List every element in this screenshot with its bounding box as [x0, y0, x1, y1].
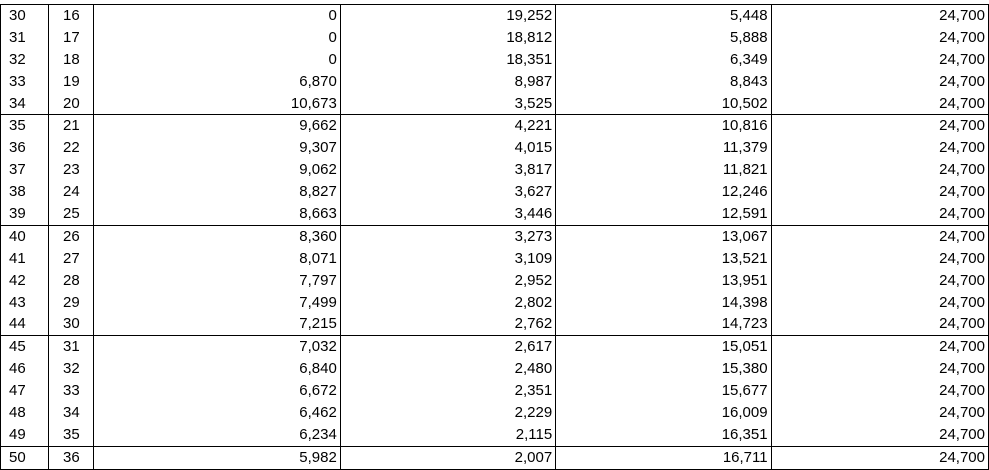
index-cell[interactable]: 20: [48, 93, 94, 115]
value-cell-col2[interactable]: 2,762: [340, 313, 555, 335]
value-cell-col1[interactable]: 5,982: [94, 446, 341, 469]
value-cell-col3[interactable]: 15,051: [556, 336, 771, 358]
value-cell-col4[interactable]: 24,700: [771, 313, 988, 335]
value-cell-col3[interactable]: 13,521: [556, 248, 771, 270]
value-cell-col3[interactable]: 13,067: [556, 225, 771, 247]
index-cell[interactable]: 26: [48, 225, 94, 247]
table-row: [1, 71, 989, 93]
value-cell-col2[interactable]: 2,617: [340, 336, 555, 358]
value-cell-col1[interactable]: 9,062: [94, 159, 341, 181]
row-number-cell[interactable]: 30: [1, 5, 49, 27]
value-cell-col1[interactable]: 8,663: [94, 203, 341, 225]
table-row: [1, 181, 989, 203]
value-cell-col2[interactable]: 2,351: [340, 380, 555, 402]
table-row: [1, 270, 989, 292]
table-row: [1, 248, 989, 270]
row-number-cell[interactable]: 40: [1, 225, 49, 247]
value-cell-col4[interactable]: 24,700: [771, 137, 988, 159]
row-number-cell[interactable]: 37: [1, 159, 49, 181]
index-cell[interactable]: 35: [48, 424, 94, 446]
value-cell-col2[interactable]: 2,952: [340, 270, 555, 292]
value-cell-col4[interactable]: 24,700: [771, 181, 988, 203]
table-body: [1, 5, 989, 470]
row-number-cell[interactable]: 44: [1, 313, 49, 335]
value-cell-col2[interactable]: 8,987: [340, 71, 555, 93]
table-row: [1, 336, 989, 358]
table-row: [1, 5, 989, 27]
index-cell[interactable]: 27: [48, 248, 94, 270]
value-cell-col2[interactable]: 3,446: [340, 203, 555, 225]
row-number-cell[interactable]: 42: [1, 270, 49, 292]
table-row: [1, 358, 989, 380]
index-cell[interactable]: 30: [48, 313, 94, 335]
row-number-cell[interactable]: 41: [1, 248, 49, 270]
value-cell-col2[interactable]: 2,115: [340, 424, 555, 446]
value-cell-col3[interactable]: 16,351: [556, 424, 771, 446]
value-cell-col1[interactable]: 6,840: [94, 358, 341, 380]
value-cell-col3[interactable]: 12,591: [556, 203, 771, 225]
value-cell-col2[interactable]: 18,351: [340, 49, 555, 71]
value-cell-col4[interactable]: 24,700: [771, 446, 988, 469]
row-number-cell[interactable]: 45: [1, 336, 49, 358]
value-cell-col3[interactable]: 16,009: [556, 402, 771, 424]
table-row: [1, 137, 989, 159]
value-cell-col3[interactable]: 15,677: [556, 380, 771, 402]
value-cell-col2[interactable]: 2,007: [340, 446, 555, 469]
value-cell-col2[interactable]: 18,812: [340, 27, 555, 49]
value-cell-col2[interactable]: 3,817: [340, 159, 555, 181]
value-cell-col3[interactable]: 8,843: [556, 71, 771, 93]
index-cell[interactable]: 36: [48, 446, 94, 469]
value-cell-col4[interactable]: 24,700: [771, 292, 988, 314]
table-row: [1, 27, 989, 49]
table-row: [1, 402, 989, 424]
value-cell-col4[interactable]: 24,700: [771, 270, 988, 292]
index-cell[interactable]: 33: [48, 380, 94, 402]
row-number-cell[interactable]: 43: [1, 292, 49, 314]
value-cell-col1[interactable]: 6,462: [94, 402, 341, 424]
value-cell-col3[interactable]: 10,502: [556, 93, 771, 115]
value-cell-col2[interactable]: 4,015: [340, 137, 555, 159]
index-cell[interactable]: 23: [48, 159, 94, 181]
value-cell-col2[interactable]: 2,802: [340, 292, 555, 314]
value-cell-col3[interactable]: 14,398: [556, 292, 771, 314]
data-table: [0, 4, 989, 470]
value-cell-col1[interactable]: 7,499: [94, 292, 341, 314]
value-cell-col3[interactable]: 15,380: [556, 358, 771, 380]
value-cell-col4[interactable]: 24,700: [771, 71, 988, 93]
table-row: [1, 313, 989, 335]
index-cell[interactable]: 29: [48, 292, 94, 314]
row-number-cell[interactable]: 50: [1, 446, 49, 469]
value-cell-col4[interactable]: 24,700: [771, 336, 988, 358]
value-cell-col4[interactable]: 24,700: [771, 402, 988, 424]
table-row: [1, 93, 989, 115]
index-cell[interactable]: 24: [48, 181, 94, 203]
index-cell[interactable]: 17: [48, 27, 94, 49]
value-cell-col1[interactable]: 0: [94, 49, 341, 71]
index-cell[interactable]: 25: [48, 203, 94, 225]
value-cell-col1[interactable]: 8,827: [94, 181, 341, 203]
value-cell-col1[interactable]: 9,662: [94, 115, 341, 137]
value-cell-col2[interactable]: 19,252: [340, 5, 555, 27]
value-cell-col4[interactable]: 24,700: [771, 225, 988, 247]
value-cell-col2[interactable]: 3,627: [340, 181, 555, 203]
value-cell-col3[interactable]: 10,816: [556, 115, 771, 137]
index-cell[interactable]: 34: [48, 402, 94, 424]
index-cell[interactable]: 32: [48, 358, 94, 380]
index-cell[interactable]: 28: [48, 270, 94, 292]
value-cell-col3[interactable]: 14,723: [556, 313, 771, 335]
value-cell-col1[interactable]: 7,797: [94, 270, 341, 292]
value-cell-col4[interactable]: 24,700: [771, 358, 988, 380]
row-number-cell[interactable]: 35: [1, 115, 49, 137]
value-cell-col1[interactable]: 10,673: [94, 93, 341, 115]
value-cell-col4[interactable]: 24,700: [771, 203, 988, 225]
value-cell-col1[interactable]: 8,360: [94, 225, 341, 247]
value-cell-col4[interactable]: 24,700: [771, 248, 988, 270]
value-cell-col4[interactable]: 24,700: [771, 5, 988, 27]
value-cell-col1[interactable]: 6,672: [94, 380, 341, 402]
index-cell[interactable]: 19: [48, 71, 94, 93]
table-row: [1, 115, 989, 137]
row-number-cell[interactable]: 31: [1, 27, 49, 49]
value-cell-col2[interactable]: 4,221: [340, 115, 555, 137]
table-row: [1, 225, 989, 247]
value-cell-col3[interactable]: 12,246: [556, 181, 771, 203]
table-row: [1, 292, 989, 314]
value-cell-col1[interactable]: 6,870: [94, 71, 341, 93]
row-number-cell[interactable]: 49: [1, 424, 49, 446]
value-cell-col3[interactable]: 5,888: [556, 27, 771, 49]
value-cell-col4[interactable]: 24,700: [771, 380, 988, 402]
row-number-cell[interactable]: 47: [1, 380, 49, 402]
value-cell-col3[interactable]: 16,711: [556, 446, 771, 469]
value-cell-col1[interactable]: 0: [94, 5, 341, 27]
table-row: [1, 49, 989, 71]
value-cell-col3[interactable]: 13,951: [556, 270, 771, 292]
row-number-cell[interactable]: 39: [1, 203, 49, 225]
value-cell-col4[interactable]: 24,700: [771, 49, 988, 71]
value-cell-col2[interactable]: 3,525: [340, 93, 555, 115]
index-cell[interactable]: 22: [48, 137, 94, 159]
row-number-cell[interactable]: 33: [1, 71, 49, 93]
value-cell-col1[interactable]: 0: [94, 27, 341, 49]
value-cell-col4[interactable]: 24,700: [771, 115, 988, 137]
value-cell-col3[interactable]: 6,349: [556, 49, 771, 71]
value-cell-col2[interactable]: 2,229: [340, 402, 555, 424]
index-cell[interactable]: 16: [48, 5, 94, 27]
row-number-cell[interactable]: 36: [1, 137, 49, 159]
value-cell-col2[interactable]: 3,273: [340, 225, 555, 247]
value-cell-col1[interactable]: 6,234: [94, 424, 341, 446]
value-cell-col4[interactable]: 24,700: [771, 27, 988, 49]
value-cell-col1[interactable]: 8,071: [94, 248, 341, 270]
row-number-cell[interactable]: 46: [1, 358, 49, 380]
table-row: [1, 380, 989, 402]
row-number-cell[interactable]: 34: [1, 93, 49, 115]
value-cell-col1[interactable]: 7,215: [94, 313, 341, 335]
index-cell[interactable]: 21: [48, 115, 94, 137]
value-cell-col2[interactable]: 2,480: [340, 358, 555, 380]
index-cell[interactable]: 31: [48, 336, 94, 358]
table-row: [1, 159, 989, 181]
value-cell-col4[interactable]: 24,700: [771, 159, 988, 181]
value-cell-col2[interactable]: 3,109: [340, 248, 555, 270]
value-cell-col4[interactable]: 24,700: [771, 93, 988, 115]
value-cell-col3[interactable]: 5,448: [556, 5, 771, 27]
value-cell-col1[interactable]: 9,307: [94, 137, 341, 159]
row-number-cell[interactable]: 48: [1, 402, 49, 424]
row-number-cell[interactable]: 38: [1, 181, 49, 203]
value-cell-col4[interactable]: 24,700: [771, 424, 988, 446]
index-cell[interactable]: 18: [48, 49, 94, 71]
table-row: [1, 203, 989, 225]
table-row: [1, 446, 989, 469]
row-number-cell[interactable]: 32: [1, 49, 49, 71]
value-cell-col3[interactable]: 11,821: [556, 159, 771, 181]
table-row: [1, 424, 989, 446]
value-cell-col1[interactable]: 7,032: [94, 336, 341, 358]
value-cell-col3[interactable]: 11,379: [556, 137, 771, 159]
